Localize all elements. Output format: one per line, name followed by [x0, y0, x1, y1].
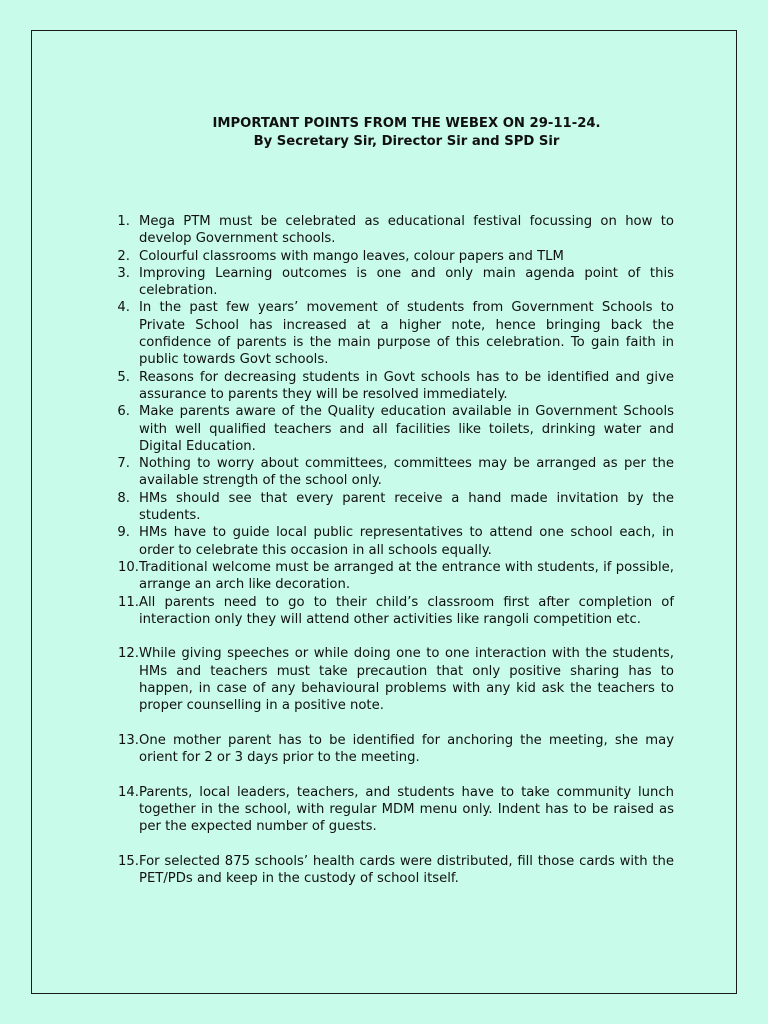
point-item: [110, 265, 674, 300]
point-text: HMs have to guide local public representatives to attend one school each, in order to celebrate this occasion in all schools equally.: [139, 525, 674, 558]
point-item: [110, 299, 674, 368]
point-item: [110, 784, 674, 836]
point-item: [110, 213, 674, 248]
point-text: For selected 875 schools’ health cards were distributed, fill those cards with the PET/PDs and keep in the custody of school itself.: [139, 853, 674, 887]
point-item: [110, 732, 674, 767]
point-number: 12.: [118, 646, 139, 662]
point-item: [110, 853, 674, 888]
point-item: [110, 524, 674, 559]
point-item: [110, 645, 674, 714]
point-number: 15.: [118, 853, 139, 869]
point-text: In the past few years’ movement of students from Government Schools to Private School has increased at a higher note, hence bringing back the confidence of parents is the main purpose of this celebration. To gain faith in public towards Govt schools.: [139, 300, 674, 368]
point-number: 4.: [117, 300, 130, 316]
point-text: While giving speeches or while doing one to one interaction with the students, HMs and teachers must take precaution that only positive sharing has to happen, in case of any behavioural problems with any kid ask the teachers to proper counselling in a positive note.: [139, 646, 674, 714]
point-number: 6.: [117, 404, 130, 420]
point-item: [110, 248, 674, 265]
point-item: [110, 490, 674, 525]
point-text: Nothing to worry about committees, committees may be arranged as per the available strength of the school only.: [139, 456, 674, 489]
document-subtitle: By Secretary Sir, Director Sir and SPD Sir: [253, 134, 560, 149]
point-number: 10.: [118, 559, 139, 575]
document-header: [0, 115, 768, 151]
point-item: [110, 403, 674, 455]
point-number: 14.: [118, 784, 139, 800]
point-number: 5.: [117, 369, 130, 385]
point-number: 7.: [117, 456, 130, 472]
points-list: [110, 213, 674, 888]
point-text: Make parents aware of the Quality education available in Government Schools with well qualified teachers and all facilities like toilets, drinking water and Digital Education.: [139, 404, 674, 454]
point-number: 2.: [117, 248, 130, 264]
point-number: 8.: [117, 490, 130, 506]
point-text: HMs should see that every parent receive a hand made invitation by the students.: [139, 490, 674, 524]
point-item: [110, 455, 674, 490]
point-text: One mother parent has to be identified for anchoring the meeting, she may orient for 2 or 3 days prior to the meeting.: [139, 732, 674, 766]
point-item: [110, 369, 674, 404]
point-item: [110, 559, 674, 594]
point-number: 11.: [118, 594, 139, 610]
point-item: [110, 594, 674, 629]
point-number: 1.: [117, 214, 130, 229]
point-number: 9.: [117, 525, 130, 541]
point-text: Colourful classrooms with mango leaves, colour papers and TLM: [139, 248, 564, 264]
point-text: Improving Learning outcomes is one and only main agenda point of this celebration.: [139, 265, 674, 299]
point-text: Parents, local leaders, teachers, and students have to take community lunch together in the school, with regular MDM menu only. Indent has to be raised as per the expected number of guests.: [139, 784, 674, 835]
point-number: 3.: [117, 265, 130, 281]
point-text: Traditional welcome must be arranged at the entrance with students, if possible, arrange an arch like decoration.: [139, 559, 674, 593]
point-text: Mega PTM must be celebrated as educational festival focussing on how to develop Government schools.: [139, 214, 674, 247]
point-number: 13.: [118, 732, 139, 748]
point-text: All parents need to go to their child’s classroom first after completion of interaction only they will attend other activities like rangoli competition etc.: [139, 594, 674, 627]
point-text: Reasons for decreasing students in Govt schools has to be identified and give assurance to parents they will be resolved immediately.: [139, 369, 674, 402]
document-title: IMPORTANT POINTS FROM THE WEBEX ON 29-11-24.: [212, 116, 601, 131]
